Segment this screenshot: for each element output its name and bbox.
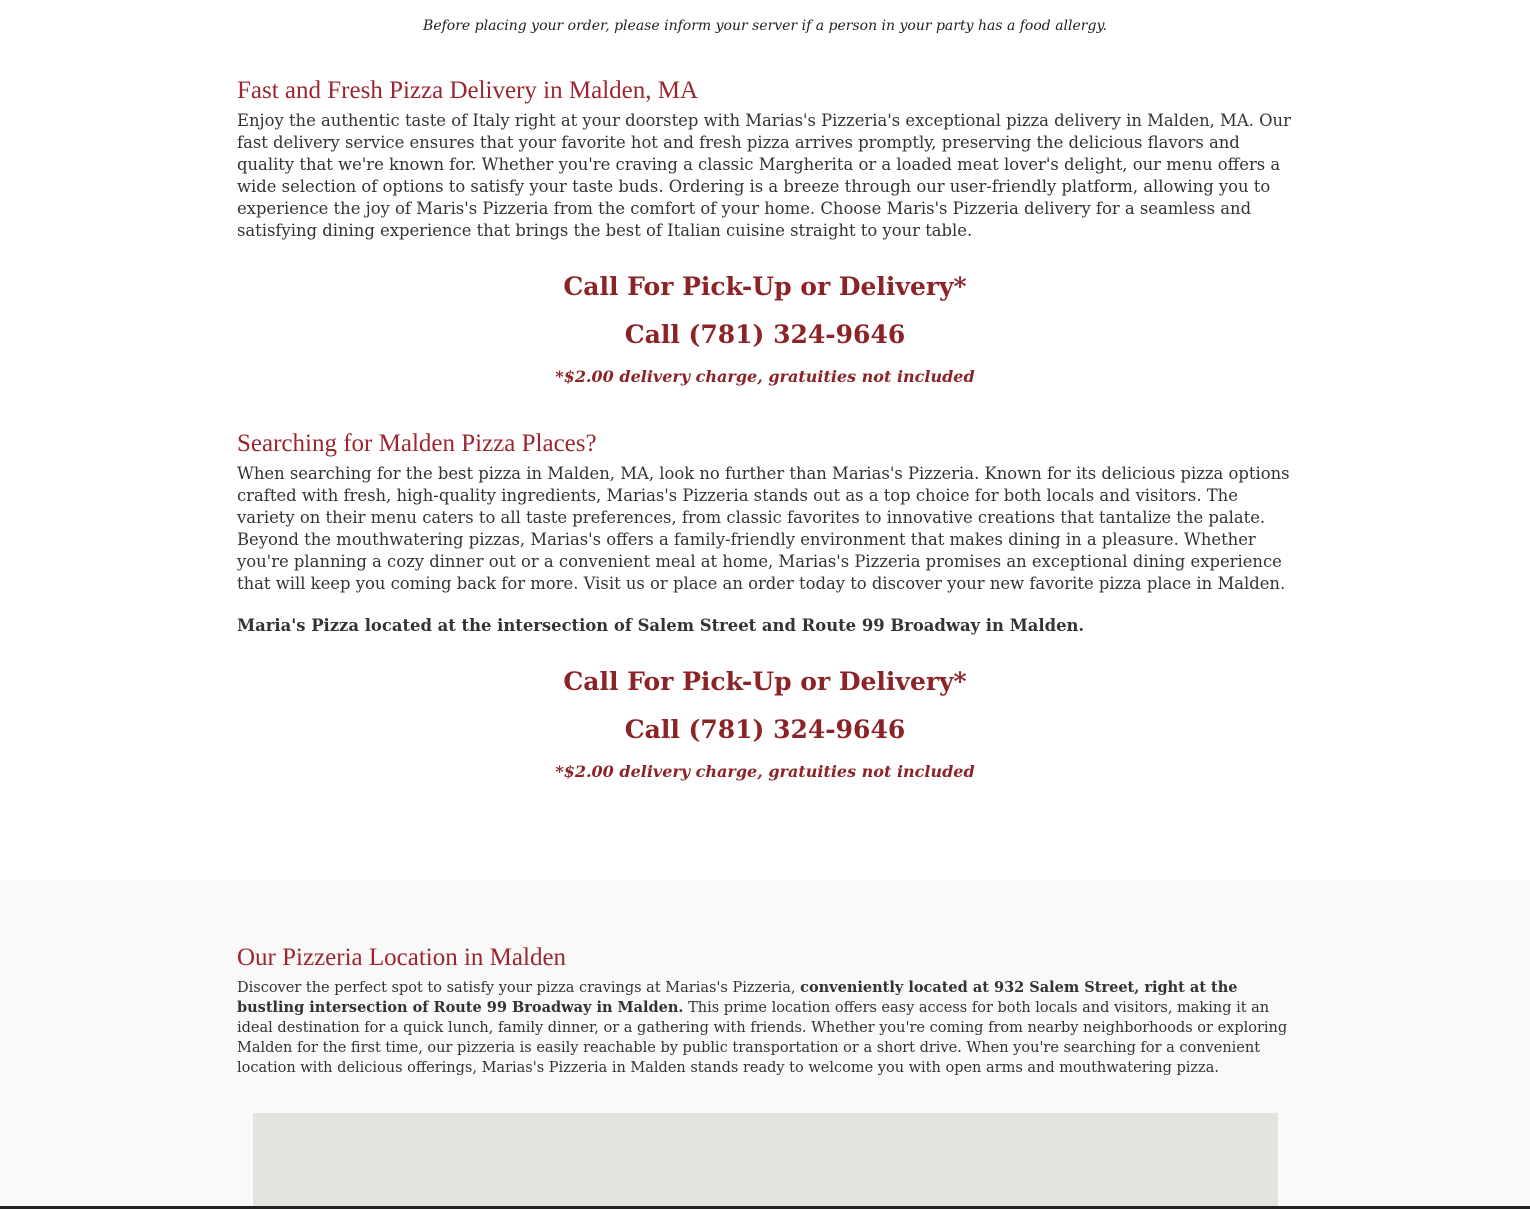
location-heading: Our Pizzeria Location in Malden xyxy=(237,944,567,971)
delivery-section xyxy=(237,76,1295,242)
delivery-charge-note: *$2.00 delivery charge, gratuities not included xyxy=(555,367,975,386)
delivery-charge-note: *$2.00 delivery charge, gratuities not included xyxy=(555,762,975,781)
location-content xyxy=(237,943,1295,1078)
location-intro-text: Discover the perfect spot to satisfy your pizza cravings at Marias's Pizzeria, xyxy=(237,980,801,996)
location-map[interactable] xyxy=(253,1113,1278,1209)
search-heading: Searching for Malden Pizza Places? xyxy=(237,430,597,457)
location-line: Maria's Pizza located at the intersection of Salem Street and Route 99 Broadway in Malden. xyxy=(237,616,1085,635)
search-section xyxy=(237,429,1295,595)
search-paragraph: When searching for the best pizza in Malden, MA, look no further than Marias's Pizzeria. Known for its delicious pizza options crafted with fresh, high-quality ingredients, Marias's Pizzeria stands out as a top choice for both locals and visitors. The variety on their menu caters to all taste preferences, from classic favorites to innovative creations that tantalize the palate. Beyond the mouthwatering pizzas, Marias's offers a family-friendly environment that makes dining in a pleasure. Whether you're planning a cozy dinner out or a convenient meal at home, Marias's Pizzeria promises an exceptional dining experience that will keep you coming back for more. Visit us or place an order today to discover your new favorite pizza place in Malden. xyxy=(237,464,1290,593)
phone-call-link[interactable] xyxy=(0,715,1530,745)
pickup-delivery-cta: Call For Pick-Up or Delivery* xyxy=(563,667,967,696)
allergy-notice: Before placing your order, please inform your server if a person in your party has a food allergy. xyxy=(423,18,1107,34)
pickup-delivery-cta: Call For Pick-Up or Delivery* xyxy=(563,272,967,301)
location-address-bold: conveniently located at 932 Salem Street, right at the bustling intersection of Route 99 Broadway in Malden. xyxy=(237,979,1238,1016)
phone-link[interactable]: Call (781) 324-9646 xyxy=(624,320,906,349)
delivery-heading: Fast and Fresh Pizza Delivery in Malden, MA xyxy=(237,77,699,104)
call-block-2 xyxy=(0,667,1530,782)
delivery-paragraph: Enjoy the authentic taste of Italy right at your doorstep with Marias's Pizzeria's exceptional pizza delivery in Malden, MA. Our fast delivery service ensures that your favorite hot and fresh pizza arrives promptly, preserving the delicious flavors and quality that we're known for. Whether you're craving a classic Margherita or a loaded meat lover's delight, our menu offers a wide selection of options to satisfy your taste buds. Ordering is a breeze through our user-friendly platform, allowing you to experience the joy of Maris's Pizzeria from the comfort of your home. Choose Maris's Pizzeria delivery for a seamless and satisfying dining experience that brings the best of Italian cuisine straight to your table. xyxy=(237,111,1291,240)
phone-call-link[interactable] xyxy=(0,320,1530,350)
phone-link[interactable]: Call (781) 324-9646 xyxy=(624,715,906,744)
call-block-1 xyxy=(0,272,1530,387)
location-paragraph xyxy=(237,978,1295,1078)
location-rest-text: This prime location offers easy access for both locals and visitors, making it an ideal destination for a quick lunch, family dinner, or a gathering with friends. Whether you're coming from nearby neighborhoods or exploring Malden for the first time, our pizzeria is easily reachable by public transportation or a short drive. When you're searching for a convenient location with delicious offerings, Marias's Pizzeria in Malden stands ready to welcome you with open arms and mouthwatering pizza. xyxy=(237,1000,1288,1076)
